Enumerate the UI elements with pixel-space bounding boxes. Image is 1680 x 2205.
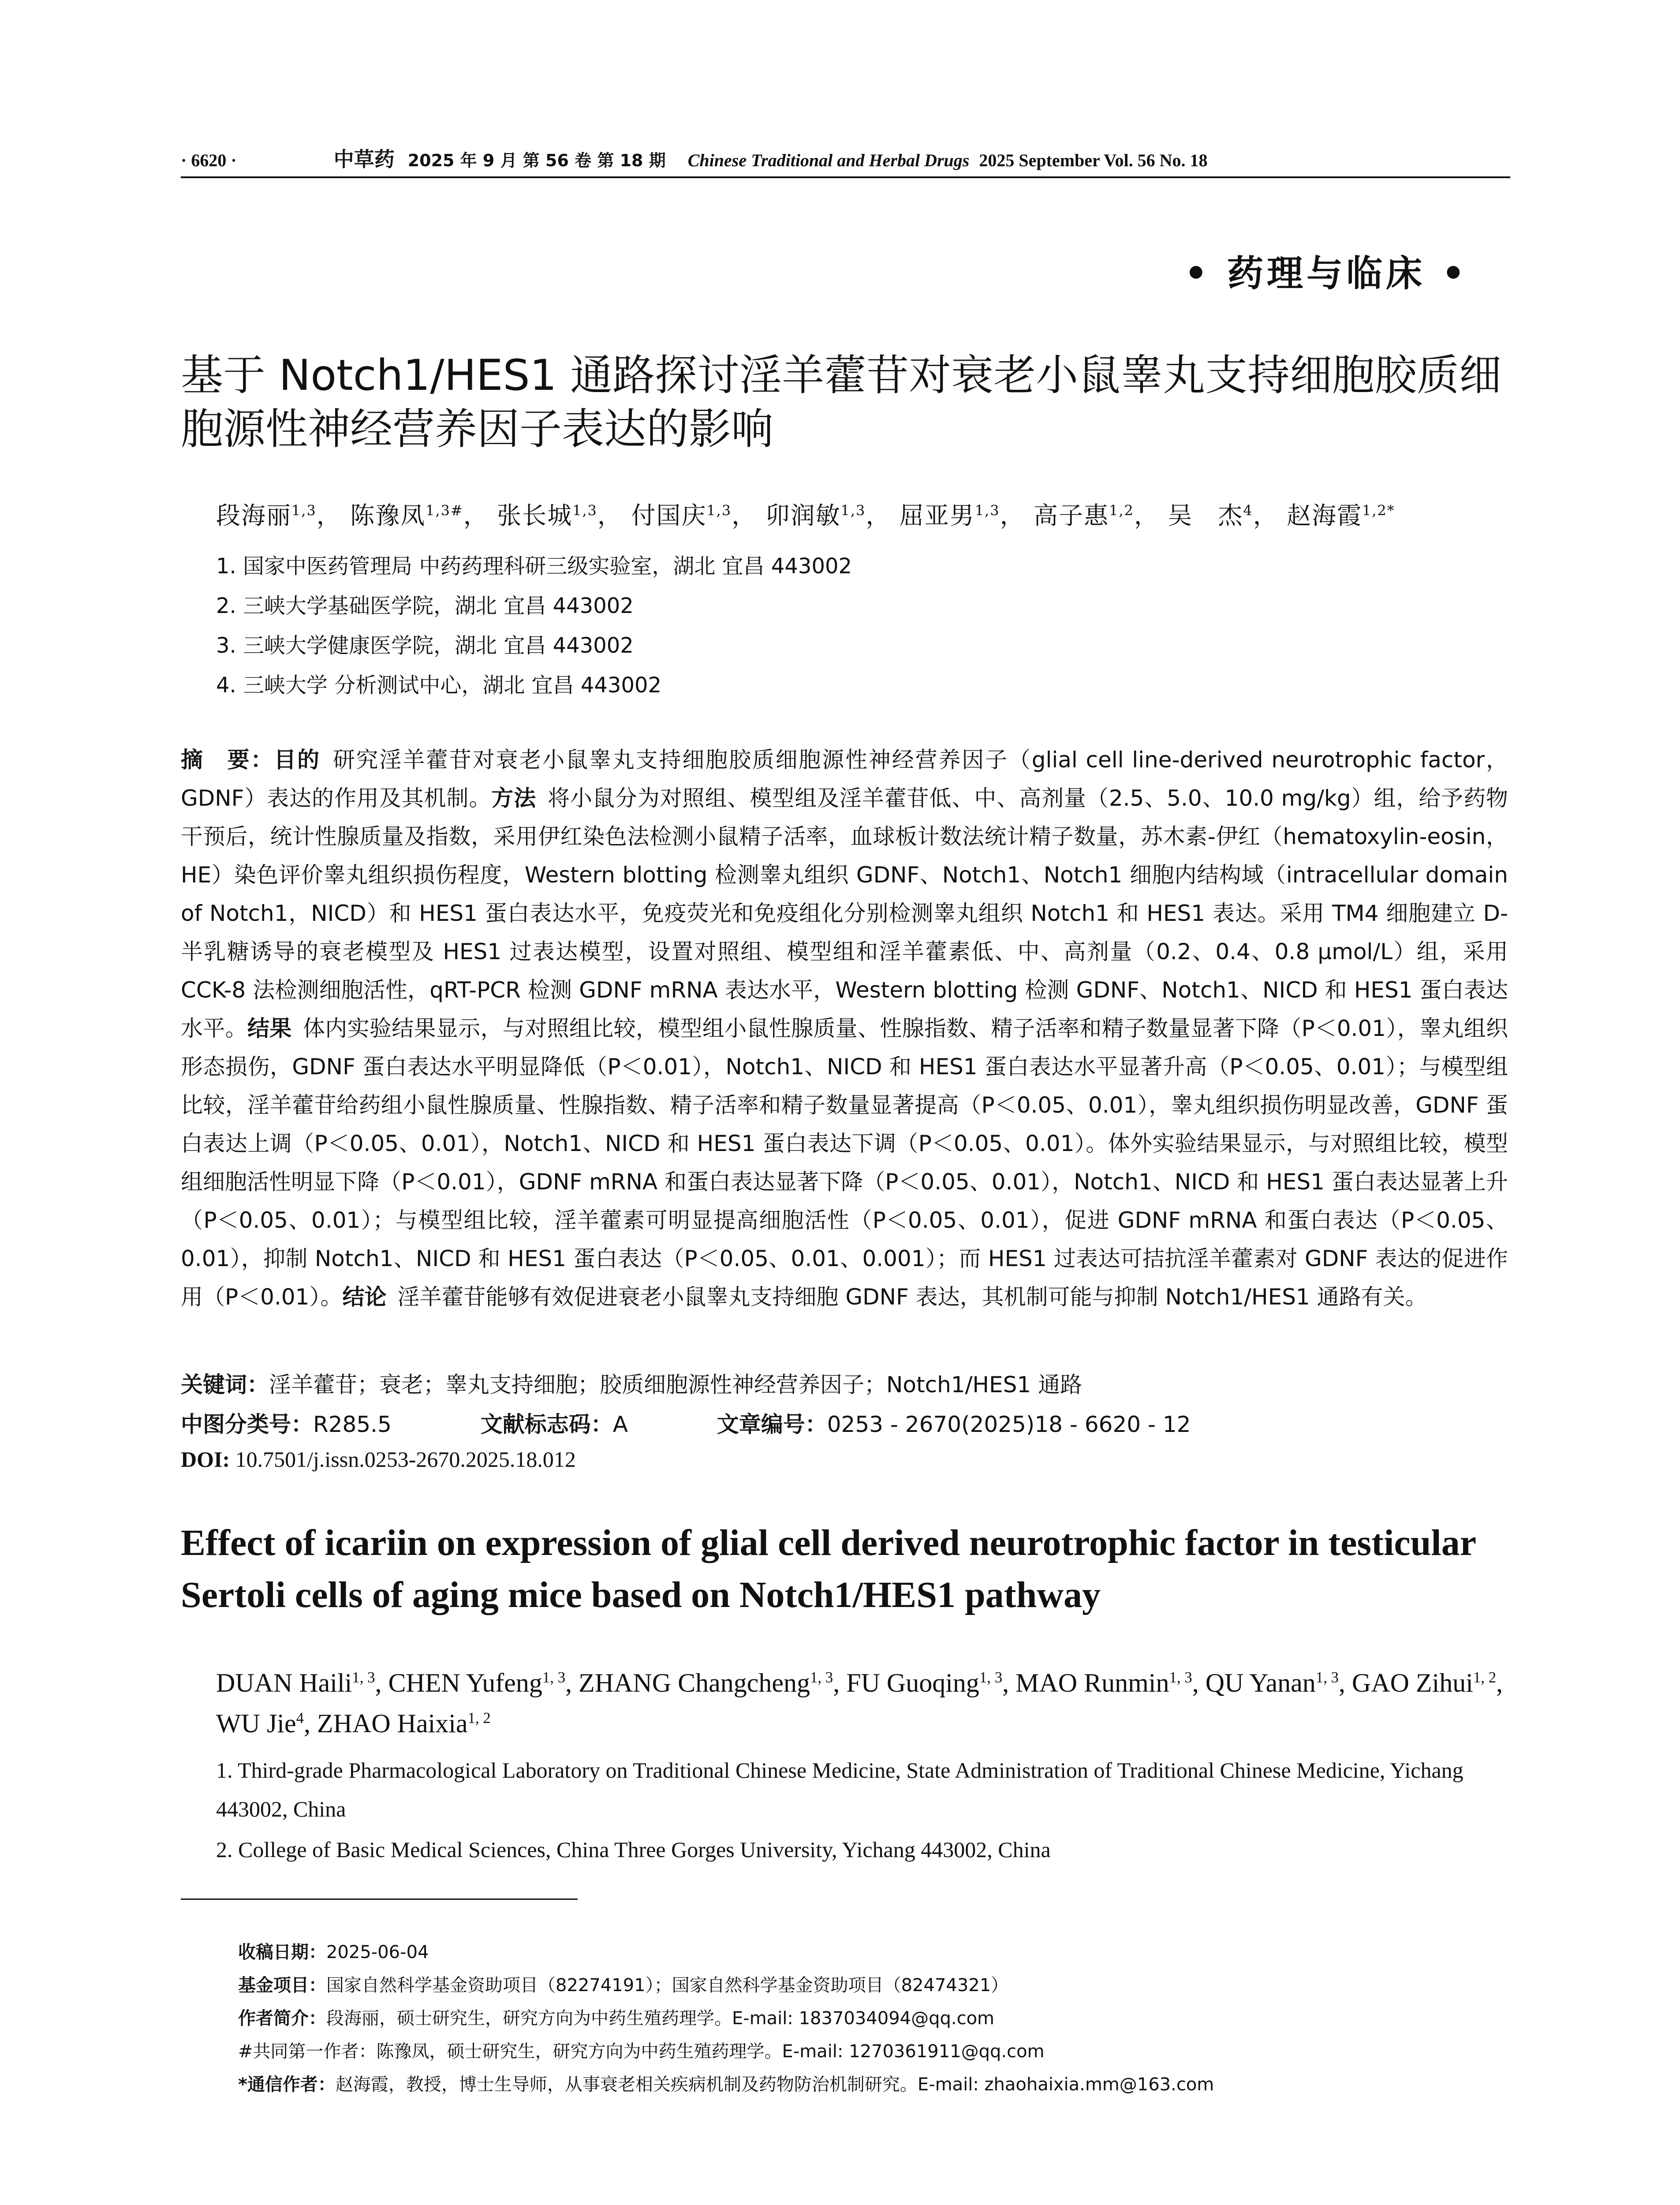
clc-value: R285.5 — [313, 1412, 392, 1437]
affiliation-cn-2: 2. 三峡大学基础医学院，湖北 宜昌 443002 — [216, 594, 634, 618]
journal-name-cn: 中草药 — [333, 147, 395, 171]
result-text: 体内实验结果显示，与对照组比较，模型组小鼠性腺质量、性腺指数、精子活率和精子数量显著下降（P＜0.01），睾丸组织形态损伤，GDNF 蛋白表达水平明显降低（P＜0.01），Notch1、NICD 和 HES1 蛋白表达水平显著升高（P＜0.05、0.01）；与模型组比较，淫羊藿苷给药组小鼠性腺质量、性腺指数、精子活率和精子数量显著提高（P＜0.05、0.01），睾丸组织损伤明显改善，GDNF 蛋白表达上调（P＜0.05、0.01），Notch1、NICD 和 HES1 蛋白表达下调（P＜0.05、0.01）。体外实验结果显示，与对照组比较，模型组细胞活性明显下降（P＜0.01），GDNF mRNA 和蛋白表达显著下降（P＜0.05、0.01），Notch1、NICD 和 HES1 蛋白表达显著上升（P＜0.05、0.01）；与模型组比较，淫羊藿素可明显提高细胞活性（P＜0.05、0.01），促进 GDNF mRNA 和蛋白表达（P＜0.05、0.01），抑制 Notch1、NICD 和 HES1 蛋白表达（P＜0.05、0.01、0.001）；而 HES1 过表达可拮抗淫羊藿素对 GDNF 表达的促进作用（P＜0.01）。 — [181, 1016, 1508, 1310]
author-cn: 赵海霞$^{1,2*}$ — [1287, 501, 1395, 530]
affiliation-en-1: 1. Third-grade Pharmacological Laboratory on Traditional Chinese Medicine, State Administration of Traditional Chinese Medicine, Yichang 443002, China — [216, 1758, 1463, 1821]
author-cn: 陈豫凤$^{1,3\#}$ — [350, 501, 463, 530]
footnote-fund: 基金项目：国家自然科学基金资助项目（82274191）；国家自然科学基金资助项目（82474321） — [238, 1975, 1009, 1996]
issue-cn: 2025 年 9 月 第 56 卷 第 18 期 — [407, 151, 666, 170]
doc-code-label: 文献标志码： — [480, 1412, 613, 1437]
author-en: ZHANG Changcheng$^{1, 3}$ — [579, 1668, 833, 1697]
footnote-author-bio: 作者简介：段海丽，硕士研究生，研究方向为中药生殖药理学。E-mail: 1837034094@qq.com — [238, 2008, 995, 2029]
header-rule — [181, 176, 1510, 178]
method-label: 方法 — [491, 785, 537, 811]
author-cn: 卯润敏$^{1,3}$ — [765, 501, 866, 530]
clc-label: 中图分类号： — [181, 1412, 313, 1437]
affiliation-cn-1: 1. 国家中医药管理局 中药药理科研三级实验室，湖北 宜昌 443002 — [216, 554, 852, 579]
keywords-text: 淫羊藿苷；衰老；睾丸支持细胞；胶质细胞源性神经营养因子；Notch1/HES1 通路 — [269, 1372, 1083, 1398]
doi-value: 10.7501/j.issn.0253-2670.2025.18.012 — [235, 1447, 576, 1472]
abstract-label: 摘 要： — [181, 747, 274, 773]
author-en: DUAN Haili$^{1, 3}$ — [216, 1668, 375, 1697]
article-no-label: 文章编号： — [717, 1412, 827, 1437]
affiliation-cn-3: 3. 三峡大学健康医学院，湖北 宜昌 443002 — [216, 633, 634, 658]
article-no-value: 0253 - 2670(2025)18 - 6620 - 12 — [827, 1412, 1191, 1437]
classification — [181, 1407, 1191, 1439]
author-cn: 张长城$^{1,3}$ — [497, 501, 597, 530]
author-cn: 高子惠$^{1,2}$ — [1034, 501, 1134, 530]
keywords-label: 关键词： — [181, 1372, 269, 1398]
affiliation-cn-4: 4. 三峡大学 分析测试中心，湖北 宜昌 443002 — [216, 673, 662, 698]
author-en: CHEN Yufeng$^{1, 3}$ — [388, 1668, 566, 1697]
footnote-cofirst-author: #共同第一作者：陈豫凤，硕士研究生，研究方向为中药生殖药理学。E-mail: 1270361911@qq.com — [238, 2041, 1045, 2062]
method-text: 将小鼠分为对照组、模型组及淫羊藿苷低、中、高剂量（2.5、5.0、10.0 mg/kg）组，给予药物干预后，统计性腺质量及指数，采用伊红染色法检测小鼠精子活率，血球板计数法统计精子数量，苏木素-伊红（hematoxylin-eosin，HE）染色评价睾丸组织损伤程度，Western blotting 检测睾丸组织 GDNF、Notch1、Notch1 细胞内结构域（intracellular domain of Notch1，NICD）和 HES1 蛋白表达水平，免疫荧光和免疫组化分别检测睾丸组织 Notch1 和 HES1 表达。采用 TM4 细胞建立 D-半乳糖诱导的衰老模型及 HES1 过表达模型，设置对照组、模型组和淫羊藿素低、中、高剂量（0.2、0.4、0.8 μmol/L）组，采用 CCK-8 法检测细胞活性，qRT-PCR 检测 GDNF mRNA 表达水平，Western blotting 检测 GDNF、Notch1、NICD 和 HES1 蛋白表达水平。 — [181, 785, 1508, 1041]
keywords — [181, 1367, 1082, 1399]
objective-text: 研究淫羊藿苷对衰老小鼠睾丸支持细胞胶质细胞源性神经营养因子（glial cell line-derived neurotrophic factor，GDNF）表达的作用及其机制。 — [181, 747, 1508, 811]
author-cn: 吴 杰$^4$ — [1168, 501, 1253, 530]
author-en: WU Jie$^4$ — [216, 1709, 304, 1738]
author-cn: 屈亚男$^{1,3}$ — [899, 501, 1000, 530]
author-en: GAO Zihui$^{1, 2}$ — [1351, 1668, 1497, 1697]
author-en: MAO Runmin$^{1, 3}$ — [1015, 1668, 1192, 1697]
authors-en: DUAN Haili$^{1, 3}$, CHEN Yufeng$^{1, 3}$, ZHANG Changcheng$^{1, 3}$, FU Guoqing$^{1, 3}$, MAO Runmin$^{1, 3}$, QU Yanan$^{1, 3}$, GAO Zihui$^{1, 2}$, WU Jie$^4$, ZHAO Haixia$^{1, 2}$ — [216, 1668, 1503, 1738]
conclusion-label: 结论 — [342, 1284, 387, 1310]
running-header — [181, 143, 1508, 172]
journal-name-en: Chinese Traditional and Herbal Drugs — [687, 150, 970, 170]
author-en: FU Guoqing$^{1, 3}$ — [846, 1668, 1003, 1697]
title-cn: 基于 Notch1/HES1 通路探讨淫羊藿苷对衰老小鼠睾丸支持细胞胶质细胞源性神经营养因子表达的影响 — [181, 351, 1502, 454]
footnote-received: 收稿日期：2025-06-04 — [238, 1942, 429, 1962]
issue-en: 2025 September Vol. 56 No. 18 — [979, 150, 1208, 170]
author-en: ZHAO Haixia$^{1, 2}$ — [317, 1709, 491, 1738]
section-heading: • 药理与临床 • — [1184, 252, 1468, 295]
author-cn: 段海丽$^{1,3}$ — [216, 501, 317, 530]
doi-label: DOI: — [181, 1447, 230, 1472]
doi — [181, 1446, 576, 1472]
abstract-cn — [181, 741, 1508, 1316]
conclusion-text: 淫羊藿苷能够有效促进衰老小鼠睾丸支持细胞 GDNF 表达，其机制可能与抑制 Notch1/HES1 通路有关。 — [397, 1284, 1427, 1310]
doc-code-value: A — [612, 1412, 628, 1437]
page-number: · 6620 · — [181, 150, 237, 170]
footnote-corresponding: *通信作者：赵海霞，教授，博士生导师，从事衰老相关疾病机制及药物防治机制研究。E-mail: zhaohaixia.mm@163.com — [238, 2074, 1214, 2095]
authors-cn: 段海丽$^{1,3}$， 陈豫凤$^{1,3\#}$， 张长城$^{1,3}$， 付国庆$^{1,3}$， 卯润敏$^{1,3}$， 屈亚男$^{1,3}$， 高子惠$^{1,2}$， 吴 杰$^4$， 赵海霞$^{1,2*}$ — [216, 501, 1395, 530]
author-cn: 付国庆$^{1,3}$ — [631, 501, 732, 530]
result-label: 结果 — [247, 1016, 292, 1041]
author-en: QU Yanan$^{1, 3}$ — [1205, 1668, 1339, 1697]
title-en: Effect of icariin on expression of glial cell derived neurotrophic factor in testicular Sertoli cells of aging mice based on Notch1/HES1 pathway — [181, 1522, 1476, 1615]
footnote-rule — [181, 1899, 578, 1900]
affiliation-en-2: 2. College of Basic Medical Sciences, China Three Gorges University, Yichang 443002, China — [216, 1837, 1051, 1862]
objective-label: 目的 — [274, 747, 321, 773]
